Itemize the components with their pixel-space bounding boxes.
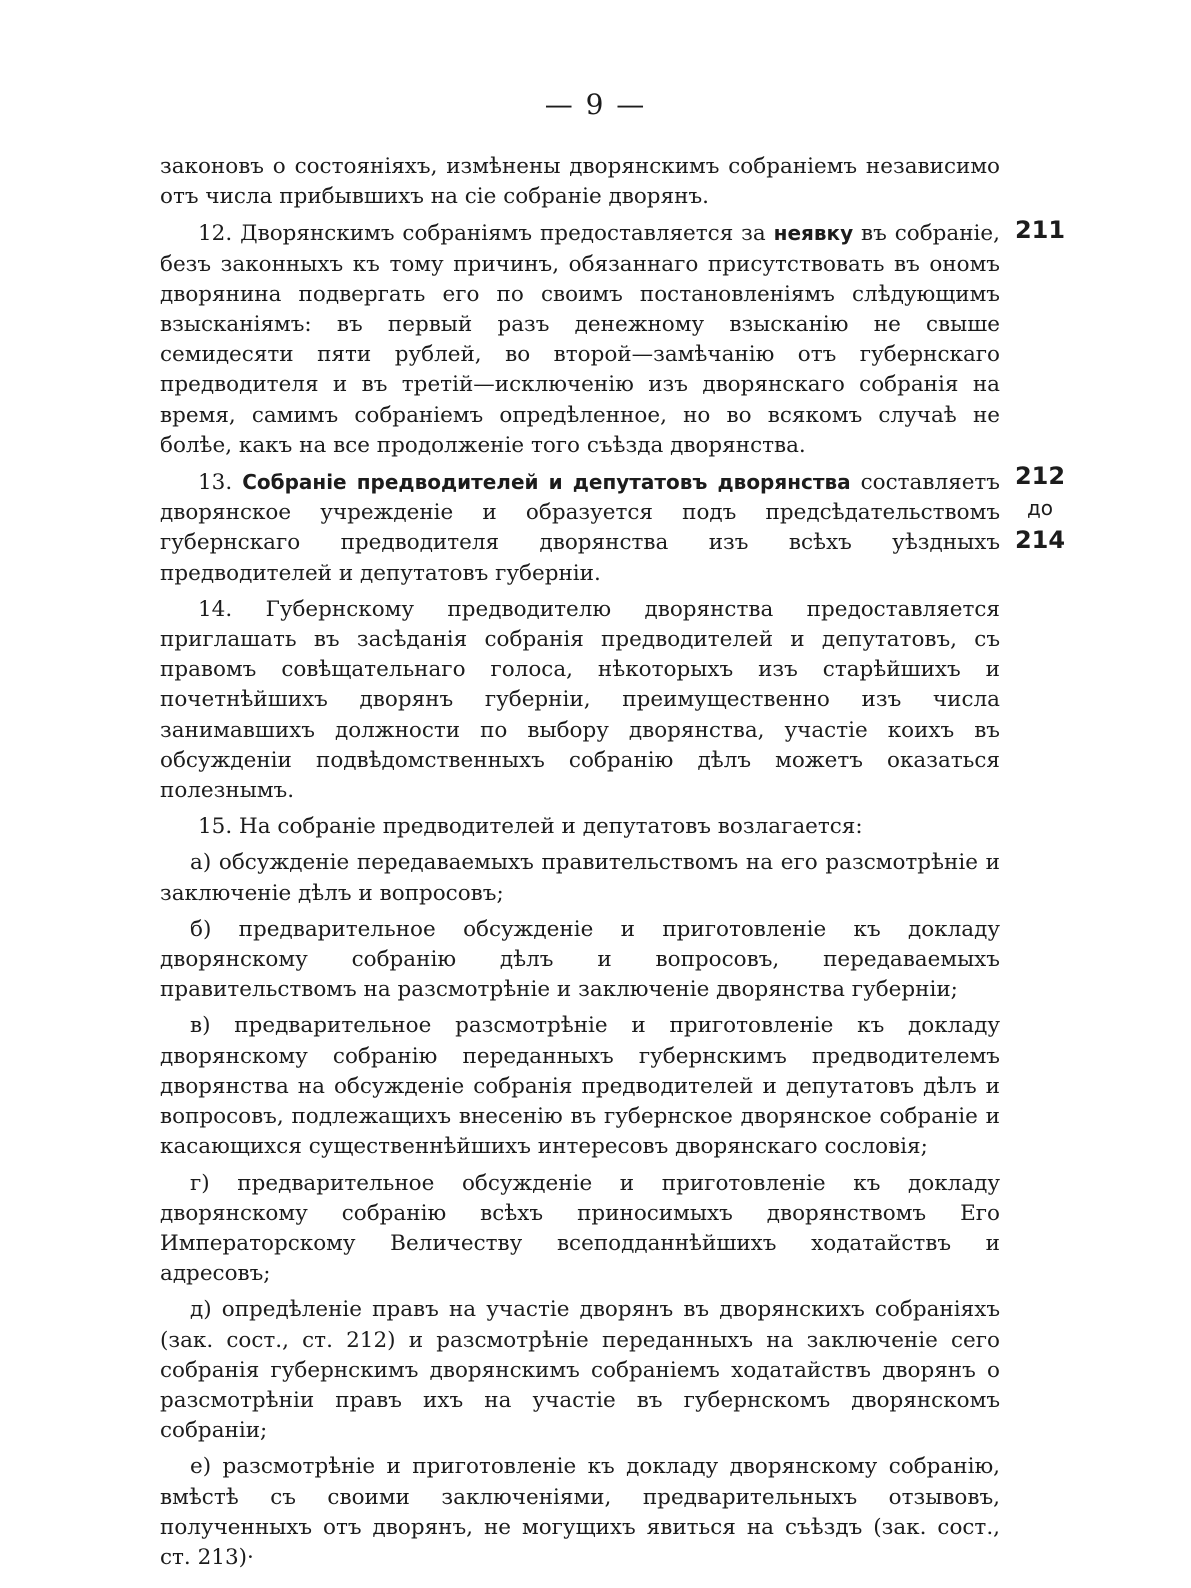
body-text bbox=[160, 152, 1000, 1579]
margin-article-212: 212 bbox=[1014, 462, 1066, 490]
paragraph-13-bold-term: Собранiе предводителей и депутатовъ дворянства bbox=[242, 470, 851, 495]
margin-article-211: 211 bbox=[1014, 216, 1066, 244]
paragraph-12-bold-term: неявку bbox=[773, 221, 854, 246]
paragraph-15: 15. На собранiе предводителей и депутатовъ возлагается: bbox=[198, 814, 863, 840]
paragraph-12-text-start: Дворянскимъ собранiямъ предоставляется за bbox=[240, 221, 766, 247]
list-item-e: е) разсмотрѣнiе и приготовленiе къ докладу дворянскому собранiю, вмѣстѣ съ своими заключенiями, предварительныхъ отзывовъ, полученныхъ отъ дворянъ, не могущихъ явиться на съѣздъ (зак. сост., ст. 213)· bbox=[160, 1454, 1000, 1570]
paragraph-13-text-rest: составляетъ дворянское учрежденiе и образуется подъ предсѣдательствомъ губернскаго предводителя дворянства изъ всѣхъ уѣздныхъ предводителей и депутатовъ губернiи. bbox=[160, 470, 1000, 586]
list-item-g: г) предварительное обсужденiе и приготовленiе къ докладу дворянскому собранiю всѣхъ приносимыхъ дворянствомъ Его Императорскому Величеству всеподданнѣйшихъ ходатайствъ и адресовъ; bbox=[160, 1170, 1000, 1287]
list-item-d: д) опредѣленiе правъ на участiе дворянъ въ дворянскихъ собранiяхъ (зак. сост., ст. 212) и разсмотрѣнiе переданныхъ на заключенiе сего собранiя губернскимъ дворянскимъ собранiемъ ходатайствъ дворянъ о разсмотрѣнiи правъ ихъ на участiе въ губернскомъ дворянскомъ собранiи; bbox=[160, 1297, 1000, 1444]
paragraph-12-number: 12. bbox=[198, 221, 233, 247]
paragraph-12-text-rest: въ собранiе, безъ законныхъ къ тому причинъ, обязаннаго присутствовать въ ономъ дворянина подвергать его по своимъ постановленiямъ слѣдующимъ взысканiямъ: въ первый разъ денежному взысканiю не свыше семидесяти пяти рублей, во второй—замѣчанiю отъ губернскаго предводителя и въ третiй—исключенiю изъ дворянскаго собранiя на время, самимъ собранiемъ опредѣленное, но во всякомъ случаѣ не болѣе, какъ на все продолженiе того съѣзда дворянства. bbox=[160, 221, 1000, 458]
paragraph-14: 14. Губернскому предводителю дворянства предоставляется приглашать въ засѣданiя собранiя предводителей и депутатовъ, съ правомъ совѣщательнаго голоса, нѣкоторыхъ изъ старѣйшихъ и почетнѣйшихъ дворянъ губернiи, преимущественно изъ числа занимавшихъ должности по выбору дворянства, участiе коихъ въ обсужденiи подвѣдомственныхъ собранiю дѣлъ можетъ оказаться полезнымъ. bbox=[160, 596, 1000, 804]
page-number: — 9 — bbox=[544, 88, 647, 121]
paragraph-13-number: 13. bbox=[198, 470, 233, 496]
intro-paragraph: законовъ о состоянiяхъ, измѣнены дворянскимъ собранiемъ независимо отъ числа прибывшихъ на сiе собранiе дворянъ. bbox=[160, 154, 1000, 210]
paragraph-12 bbox=[160, 218, 1000, 461]
paragraph-13 bbox=[160, 467, 1000, 589]
list-item-a: а) обсужденiе передаваемыхъ правительствомъ на его разсмотрѣнiе и заключенiе дѣлъ и вопросовъ; bbox=[160, 850, 1000, 906]
margin-article-214: 214 bbox=[1014, 526, 1066, 554]
list-item-v: в) предварительное разсмотрѣнiе и приготовленiе къ докладу дворянскому собранiю переданныхъ губернскимъ предводителемъ дворянства на обсужденiе собранiя предводителей и депутатовъ дѣлъ и вопросовъ, подлежащихъ внесенiю въ губернское дворянское собранiе и касающихся существеннѣйшихъ интересовъ дворянскаго сословiя; bbox=[160, 1013, 1000, 1160]
margin-article-range-do: до bbox=[1026, 496, 1054, 520]
list-item-b: б) предварительное обсужденiе и приготовленiе къ докладу дворянскому собранiю дѣлъ и вопросовъ, передаваемыхъ правительствомъ на разсмотрѣнiе и заключенiе дворянства губернiи; bbox=[160, 916, 1000, 1003]
